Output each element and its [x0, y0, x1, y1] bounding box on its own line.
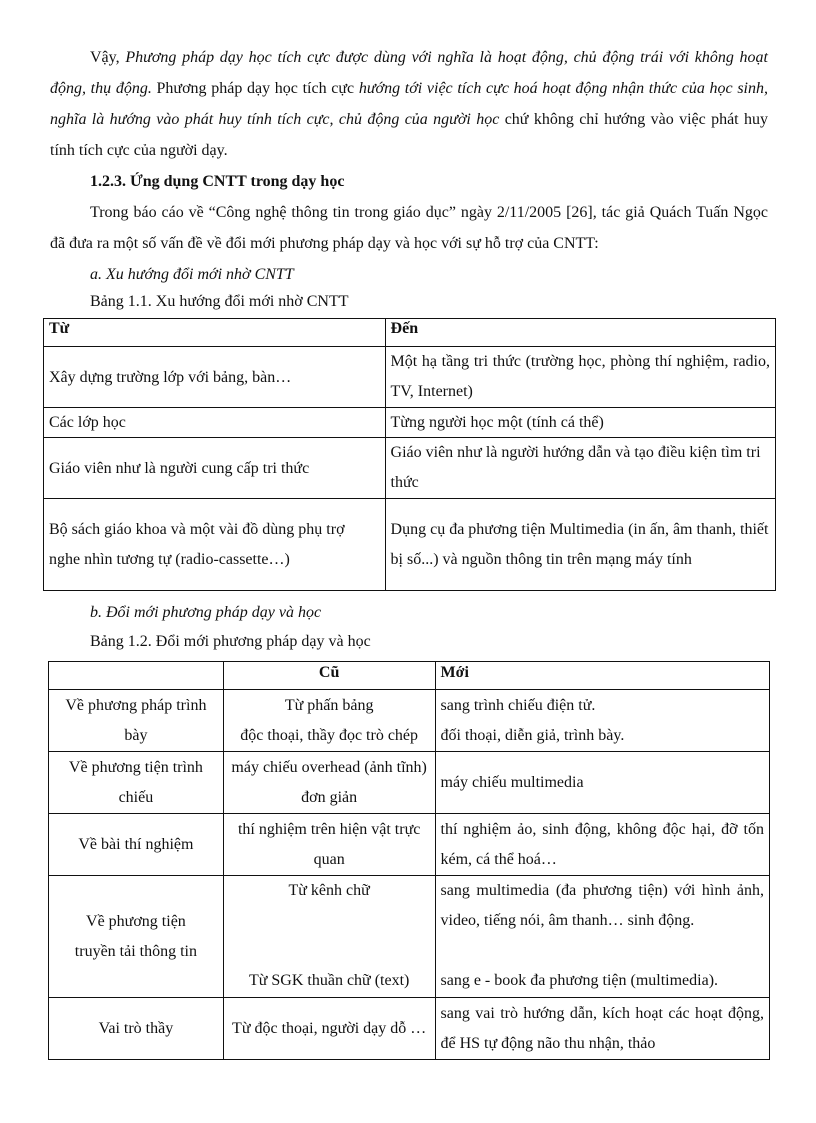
table2-new-cell: [435, 876, 770, 998]
table2-new-cell: máy chiếu multimedia: [435, 752, 770, 814]
table2-header-blank: [49, 662, 224, 690]
table2-header-old: Cũ: [223, 662, 435, 690]
table2-old-cell: [223, 690, 435, 752]
section-heading: 1.2.3. Ứng dụng CNTT trong dạy học: [90, 173, 345, 190]
table2-new-cell: thí nghiệm ảo, sinh động, không độc hại, đỡ tốn kém, cá thể hoá…: [435, 814, 770, 876]
table-row: [44, 347, 776, 408]
table2-old-cell: [223, 876, 435, 998]
table2-row-label: Về phương tiện trình chiếu: [49, 752, 224, 814]
table2-new-cell: [435, 690, 770, 752]
table1-cell: Xây dựng trường lớp với bảng, bàn…: [44, 347, 386, 408]
table-row: [49, 876, 770, 998]
table2-old-cell: máy chiếu overhead (ảnh tĩnh) đơn giản: [223, 752, 435, 814]
table2-old-line: Từ SGK thuần chữ (text): [248, 972, 410, 989]
table2-new-line: đối thoại, diễn giả, trình bày.: [440, 726, 625, 744]
table-row: [49, 662, 770, 690]
table1-cell: Các lớp học: [44, 408, 386, 438]
table2-old-cell: Từ độc thoại, người dạy dỗ …: [223, 998, 435, 1060]
table1-cell: Giáo viên như là người hướng dẫn và tạo điều kiện tìm tri thức: [385, 438, 775, 499]
table2-new-cell: sang vai trò hướng dẫn, kích hoạt các hoạt động, để HS tự động não thu nhận, thảo: [435, 998, 770, 1060]
table2-row-label: Về phương tiện truyền tải thông tin: [49, 876, 224, 998]
table1-caption: Bảng 1.1. Xu hướng đổi mới nhờ CNTT: [90, 293, 349, 310]
table-1: [43, 318, 776, 591]
table1-cell: Dụng cụ đa phương tiện Multimedia (in ấn, âm thanh, thiết bị số...) và nguồn thông tin trên mạng máy tính: [385, 499, 775, 591]
subheading-b-text: b. Đổi mới phương pháp dạy và học: [90, 604, 322, 621]
subheading-b: [90, 597, 808, 628]
subheading-a-text: a. Xu hướng đổi mới nhờ CNTT: [90, 266, 294, 283]
intro-italic-b: Phương pháp dạy học tích cực được dùng với nghĩa là hoạt động, chủ động trái với không hoạt động, thụ động.: [50, 49, 768, 97]
intro-text-e: chứ không chỉ hướng vào việc phát huy tính tích cực của người dạy.: [50, 111, 768, 159]
table1-header-from: Từ: [44, 319, 386, 347]
table2-row-label: Về bài thí nghiệm: [49, 814, 224, 876]
table-row: [49, 998, 770, 1060]
intro-italic-d: hướng tới việc tích cực hoá hoạt động nhận thức của học sinh, nghĩa là hướng vào phát huy tính tích cực, chủ động của người học: [50, 80, 769, 128]
table2-caption: Bảng 1.2. Đổi mới phương pháp dạy và học: [90, 633, 371, 650]
table-row: [44, 438, 776, 499]
intro-paragraph: [50, 42, 768, 166]
intro-text-a: Vậy,: [90, 49, 126, 66]
table1-header-to: Đến: [385, 319, 775, 347]
table2-new-line: sang e - book đa phương tiện (multimedia).: [440, 972, 719, 989]
table-row: [49, 690, 770, 752]
table2-old-cell: thí nghiệm trên hiện vật trực quan: [223, 814, 435, 876]
table2-old-line: Từ kênh chữ: [288, 882, 370, 899]
table2-row-label: Về phương pháp trình bày: [49, 690, 224, 752]
table2-row-label: Vai trò thầy: [49, 998, 224, 1060]
table1-cell: Từng người học một (tính cá thể): [385, 408, 775, 438]
table2-old-line: Từ phấn bảng: [284, 696, 374, 714]
table1-cell: Bộ sách giáo khoa và một vài đồ dùng phụ trợ nghe nhìn tương tự (radio-cassette…): [44, 499, 386, 591]
section-paragraph: Trong báo cáo về “Công nghệ thông tin trong giáo dục” ngày 2/11/2005 [26], tác giả Quách Tuấn Ngọc đã đưa ra một số vấn đề về đổi mới phương pháp dạy và học với sự hỗ trợ của CNTT:: [50, 204, 768, 252]
table1-cell: Giáo viên như là người cung cấp tri thức: [44, 438, 386, 499]
table-2: [48, 661, 770, 1060]
table-row: [49, 814, 770, 876]
intro-text-c: Phương pháp dạy học tích cực: [151, 80, 359, 97]
table-row: [49, 752, 770, 814]
table2-new-line: sang trình chiếu điện tử.: [440, 696, 596, 714]
table-row: [44, 319, 776, 347]
table1-cell: Một hạ tầng tri thức (trường học, phòng thí nghiệm, radio, TV, Internet): [385, 347, 775, 408]
table2-old-line: độc thoại, thầy đọc trò chép: [240, 726, 419, 744]
table-row: [44, 408, 776, 438]
table2-header-new: Mới: [435, 662, 770, 690]
table2-new-line: sang multimedia (đa phương tiện) với hình ảnh, video, tiếng nói, âm thanh… sinh động.: [440, 882, 764, 929]
table-row: [44, 499, 776, 591]
